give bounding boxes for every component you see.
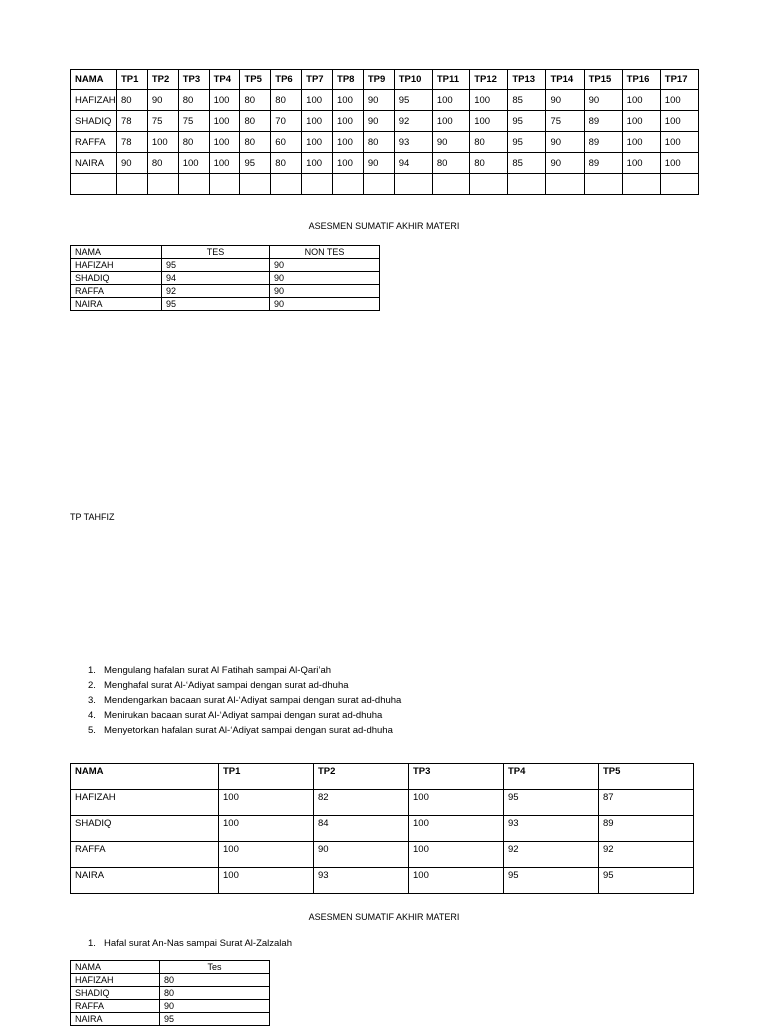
student-name-cell: HAFIZAH — [71, 259, 162, 272]
score-cell: 100 — [302, 111, 333, 132]
table-row — [71, 90, 699, 111]
tp-tahfiz-label: TP TAHFIZ — [70, 512, 115, 522]
header-cell: TP11 — [432, 70, 469, 90]
score-cell: 80 — [178, 132, 209, 153]
score-cell: 100 — [622, 153, 660, 174]
score-cell: 85 — [508, 90, 546, 111]
header-cell: TP15 — [584, 70, 622, 90]
score-cell: 93 — [394, 132, 432, 153]
score-cell: 100 — [209, 90, 240, 111]
tahfiz-objectives-list — [88, 663, 401, 738]
score-cell — [394, 174, 432, 195]
objective-item — [88, 723, 401, 738]
objective-text: Hafal surat An-Nas sampai Surat Al-Zalzalah — [104, 938, 292, 949]
objective-text: Menyetorkan hafalan surat Al-‘Adiyat sampai dengan surat ad-dhuha — [104, 725, 393, 736]
score-cell: 100 — [660, 153, 698, 174]
score-cell: 94 — [394, 153, 432, 174]
table-row — [71, 298, 380, 311]
score-cell: 90 — [432, 132, 469, 153]
score-cell: 92 — [162, 285, 270, 298]
objective-item — [88, 693, 401, 708]
summative-heading-1: ASESMEN SUMATIF AKHIR MATERI — [308, 221, 460, 231]
score-cell: 84 — [314, 816, 409, 842]
student-name-cell: NAIRA — [71, 868, 219, 894]
score-cell — [178, 174, 209, 195]
score-cell — [147, 174, 178, 195]
score-cell: 80 — [147, 153, 178, 174]
score-cell: 89 — [584, 153, 622, 174]
score-cell: 100 — [178, 153, 209, 174]
score-cell — [508, 174, 546, 195]
table-row — [71, 153, 699, 174]
score-cell: 75 — [546, 111, 584, 132]
score-cell: 60 — [271, 132, 302, 153]
student-name-cell: SHADIQ — [71, 272, 162, 285]
score-cell: 87 — [599, 790, 694, 816]
student-name-cell: RAFFA — [71, 1000, 160, 1013]
score-cell: 80 — [432, 153, 469, 174]
objective-item — [88, 936, 292, 951]
score-cell: 78 — [117, 132, 148, 153]
score-cell: 80 — [363, 132, 394, 153]
score-cell: 80 — [160, 974, 270, 987]
score-cell: 100 — [333, 153, 364, 174]
header-cell: TP5 — [240, 70, 271, 90]
summative-table-2 — [70, 960, 270, 1026]
score-cell: 80 — [271, 153, 302, 174]
student-name-cell — [71, 174, 117, 195]
score-cell: 90 — [363, 111, 394, 132]
score-cell — [584, 174, 622, 195]
score-cell: 100 — [409, 842, 504, 868]
objective-number: 3. — [88, 695, 96, 706]
score-cell: 90 — [270, 259, 380, 272]
score-cell — [660, 174, 698, 195]
header-cell: Tes — [160, 961, 270, 974]
score-cell: 90 — [160, 1000, 270, 1013]
score-cell — [333, 174, 364, 195]
table-header-row — [71, 246, 380, 259]
header-cell: TP2 — [314, 764, 409, 790]
score-cell: 94 — [162, 272, 270, 285]
score-cell: 80 — [178, 90, 209, 111]
score-cell: 100 — [333, 111, 364, 132]
score-cell: 95 — [508, 111, 546, 132]
header-cell: NON TES — [270, 246, 380, 259]
score-cell: 80 — [470, 153, 508, 174]
score-cell: 75 — [178, 111, 209, 132]
table-row — [71, 816, 694, 842]
table-row — [71, 842, 694, 868]
student-name-cell: NAIRA — [71, 298, 162, 311]
table-header-row — [71, 70, 699, 90]
score-cell — [470, 174, 508, 195]
tp-scores-table-body — [71, 70, 699, 195]
score-cell: 100 — [302, 153, 333, 174]
student-name-cell: SHADIQ — [71, 987, 160, 1000]
student-name-cell: HAFIZAH — [71, 790, 219, 816]
header-cell: TP3 — [409, 764, 504, 790]
objective-number: 2. — [88, 680, 96, 691]
summative-table-1-body — [71, 246, 380, 311]
score-cell: 100 — [622, 111, 660, 132]
score-cell: 93 — [504, 816, 599, 842]
score-cell: 80 — [240, 90, 271, 111]
table-row — [71, 259, 380, 272]
score-cell — [209, 174, 240, 195]
score-cell: 90 — [117, 153, 148, 174]
summative-table-2-body — [71, 961, 270, 1026]
score-cell: 70 — [271, 111, 302, 132]
table-row — [71, 285, 380, 298]
score-cell: 100 — [409, 816, 504, 842]
score-cell — [240, 174, 271, 195]
objective-item — [88, 708, 401, 723]
summative-heading-2: ASESMEN SUMATIF AKHIR MATERI — [308, 912, 460, 922]
score-cell: 80 — [160, 987, 270, 1000]
table-row — [71, 1000, 270, 1013]
objective-text: Mengulang hafalan surat Al Fatihah sampai Al-Qari’ah — [104, 665, 332, 676]
table-row — [71, 272, 380, 285]
header-cell: TP3 — [178, 70, 209, 90]
score-cell: 80 — [240, 111, 271, 132]
table-row — [71, 974, 270, 987]
header-cell: TP1 — [117, 70, 148, 90]
score-cell: 93 — [314, 868, 409, 894]
score-cell: 92 — [599, 842, 694, 868]
table-row — [71, 868, 694, 894]
student-name-cell: NAIRA — [71, 153, 117, 174]
objective-number: 4. — [88, 710, 96, 721]
header-cell: NAMA — [71, 764, 219, 790]
score-cell: 100 — [333, 90, 364, 111]
score-cell: 100 — [470, 90, 508, 111]
header-cell: TP10 — [394, 70, 432, 90]
table-header-row — [71, 764, 694, 790]
header-cell: TP14 — [546, 70, 584, 90]
score-cell: 95 — [394, 90, 432, 111]
score-cell: 100 — [302, 132, 333, 153]
score-cell: 100 — [333, 132, 364, 153]
table-row — [71, 174, 699, 195]
student-name-cell: NAIRA — [71, 1013, 160, 1026]
score-cell: 100 — [660, 132, 698, 153]
score-cell: 100 — [432, 111, 469, 132]
score-cell: 100 — [409, 868, 504, 894]
score-cell — [271, 174, 302, 195]
header-cell: NAMA — [71, 246, 162, 259]
student-name-cell: RAFFA — [71, 132, 117, 153]
score-cell: 100 — [209, 111, 240, 132]
header-cell: TP4 — [504, 764, 599, 790]
tahfiz-scores-table — [70, 763, 694, 894]
header-cell: TES — [162, 246, 270, 259]
student-name-cell: HAFIZAH — [71, 90, 117, 111]
student-name-cell: SHADIQ — [71, 111, 117, 132]
score-cell: 82 — [314, 790, 409, 816]
score-cell: 90 — [546, 90, 584, 111]
score-cell: 90 — [363, 153, 394, 174]
score-cell: 95 — [504, 790, 599, 816]
score-cell: 100 — [209, 132, 240, 153]
score-cell: 100 — [660, 111, 698, 132]
score-cell: 90 — [270, 298, 380, 311]
score-cell: 89 — [584, 111, 622, 132]
header-cell: TP4 — [209, 70, 240, 90]
objective-item — [88, 678, 401, 693]
score-cell: 100 — [219, 842, 314, 868]
student-name-cell: RAFFA — [71, 842, 219, 868]
table-row — [71, 132, 699, 153]
table-header-row — [71, 961, 270, 974]
table-row — [71, 987, 270, 1000]
score-cell: 90 — [270, 285, 380, 298]
header-cell: TP8 — [333, 70, 364, 90]
score-cell: 90 — [314, 842, 409, 868]
objective-number: 1. — [88, 665, 96, 676]
score-cell: 80 — [271, 90, 302, 111]
header-cell: NAMA — [71, 961, 160, 974]
score-cell: 90 — [363, 90, 394, 111]
score-cell: 95 — [504, 868, 599, 894]
score-cell: 90 — [147, 90, 178, 111]
score-cell: 92 — [504, 842, 599, 868]
score-cell: 100 — [219, 816, 314, 842]
score-cell: 75 — [147, 111, 178, 132]
tp-scores-table — [70, 69, 699, 195]
score-cell: 95 — [599, 868, 694, 894]
score-cell: 89 — [584, 132, 622, 153]
header-cell: TP17 — [660, 70, 698, 90]
score-cell: 90 — [546, 132, 584, 153]
header-cell: TP7 — [302, 70, 333, 90]
score-cell: 100 — [147, 132, 178, 153]
score-cell — [363, 174, 394, 195]
score-cell: 100 — [622, 90, 660, 111]
objective-text: Menirukan bacaan surat Al-‘Adiyat sampai dengan surat ad-dhuha — [104, 710, 383, 721]
tahfiz-scores-table-body — [71, 764, 694, 894]
header-cell: TP2 — [147, 70, 178, 90]
header-cell: TP16 — [622, 70, 660, 90]
table-row — [71, 111, 699, 132]
objective-number: 1. — [88, 938, 96, 949]
summative-2-objectives-list — [88, 936, 292, 951]
objective-text: Menghafal surat Al-‘Adiyat sampai dengan surat ad-dhuha — [104, 680, 349, 691]
score-cell: 92 — [394, 111, 432, 132]
objective-number: 5. — [88, 725, 96, 736]
header-cell: NAMA — [71, 70, 117, 90]
score-cell: 80 — [470, 132, 508, 153]
score-cell: 95 — [508, 132, 546, 153]
score-cell: 89 — [599, 816, 694, 842]
score-cell: 100 — [209, 153, 240, 174]
score-cell: 100 — [470, 111, 508, 132]
score-cell: 100 — [660, 90, 698, 111]
header-cell: TP6 — [271, 70, 302, 90]
header-cell: TP13 — [508, 70, 546, 90]
score-cell: 100 — [219, 790, 314, 816]
score-cell: 95 — [162, 298, 270, 311]
score-cell: 80 — [117, 90, 148, 111]
score-cell: 95 — [240, 153, 271, 174]
header-cell: TP12 — [470, 70, 508, 90]
student-name-cell: SHADIQ — [71, 816, 219, 842]
score-cell: 100 — [302, 90, 333, 111]
score-cell: 90 — [584, 90, 622, 111]
student-name-cell: RAFFA — [71, 285, 162, 298]
score-cell — [546, 174, 584, 195]
score-cell: 95 — [162, 259, 270, 272]
score-cell: 100 — [432, 90, 469, 111]
score-cell: 100 — [219, 868, 314, 894]
summative-table-1 — [70, 245, 380, 311]
objective-text: Mendengarkan bacaan surat Al-‘Adiyat sampai dengan surat ad-dhuha — [104, 695, 402, 706]
score-cell: 100 — [622, 132, 660, 153]
score-cell: 80 — [240, 132, 271, 153]
score-cell: 90 — [546, 153, 584, 174]
header-cell: TP9 — [363, 70, 394, 90]
student-name-cell: HAFIZAH — [71, 974, 160, 987]
objective-item — [88, 663, 401, 678]
score-cell: 100 — [409, 790, 504, 816]
score-cell — [622, 174, 660, 195]
score-cell — [302, 174, 333, 195]
score-cell: 95 — [160, 1013, 270, 1026]
score-cell: 78 — [117, 111, 148, 132]
header-cell: TP5 — [599, 764, 694, 790]
score-cell — [117, 174, 148, 195]
score-cell — [432, 174, 469, 195]
score-cell: 90 — [270, 272, 380, 285]
score-cell: 85 — [508, 153, 546, 174]
table-row — [71, 790, 694, 816]
header-cell: TP1 — [219, 764, 314, 790]
